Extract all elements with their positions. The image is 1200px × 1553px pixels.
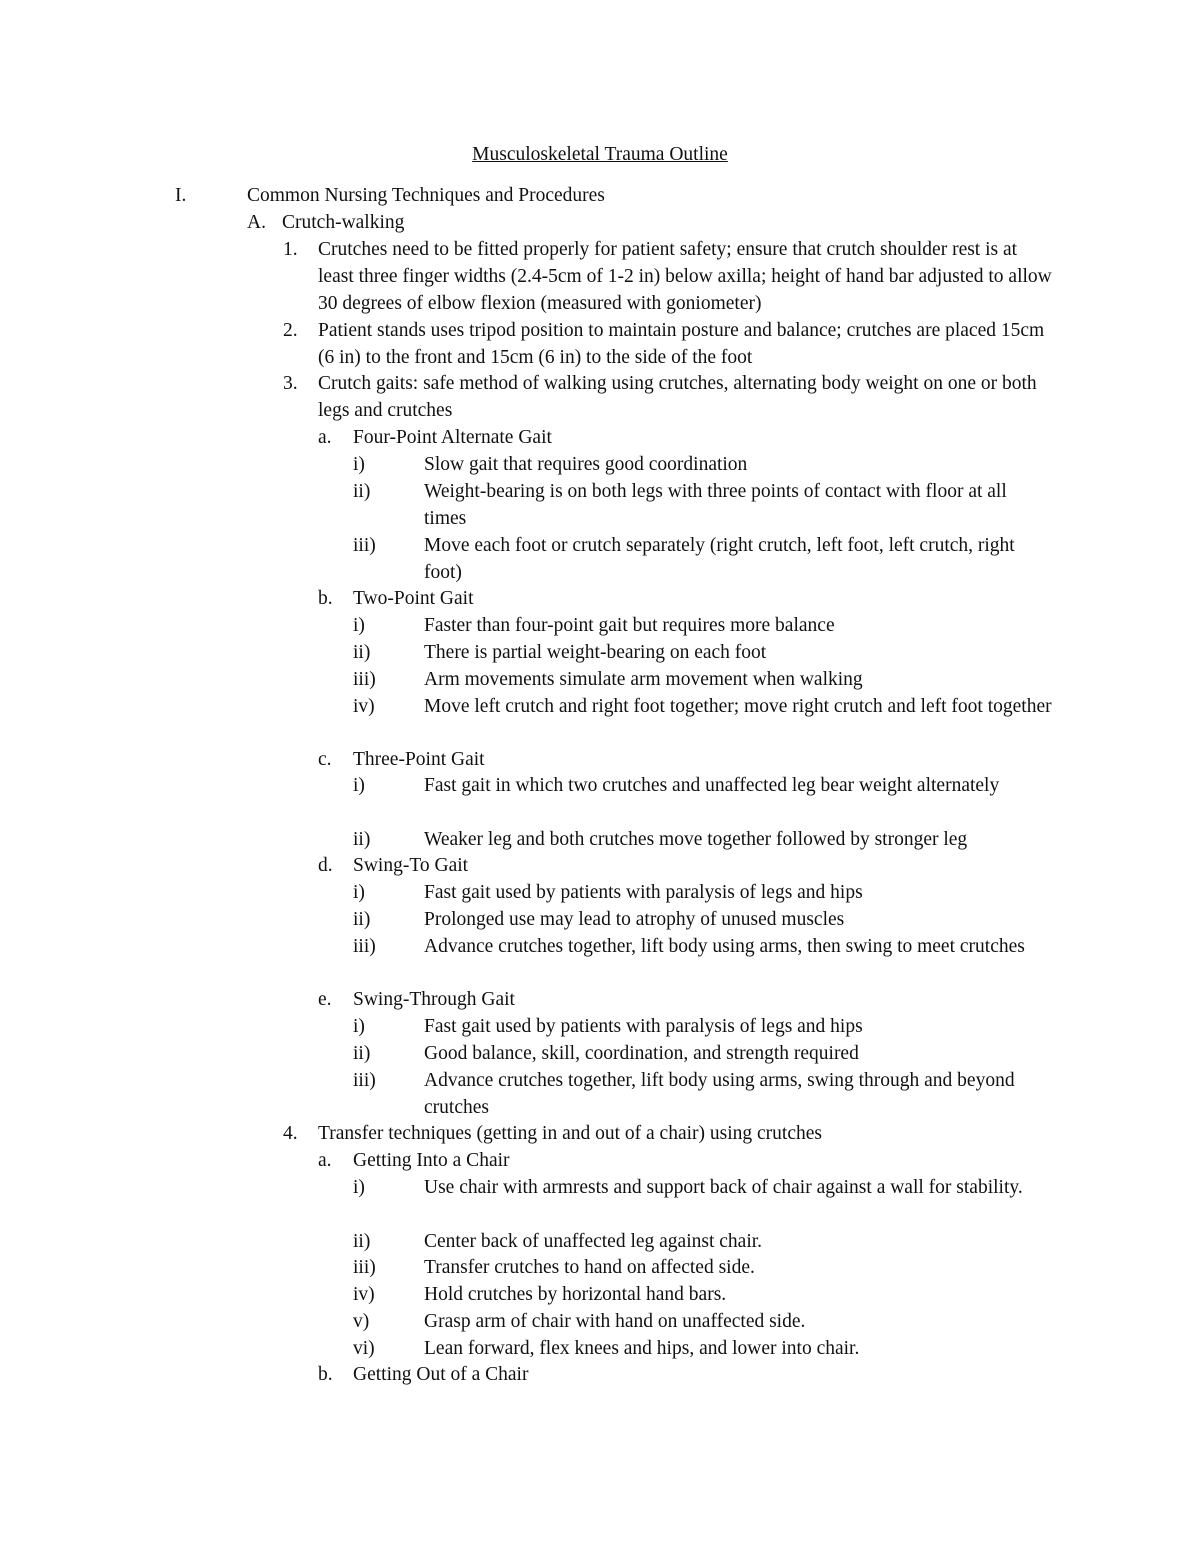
outline-label: I. bbox=[175, 185, 187, 206]
outline-label: iii) bbox=[353, 1257, 376, 1278]
outline-text: Weight-bearing is on both legs with three points of contact with floor at all times bbox=[424, 481, 1007, 529]
outline-label: 4. bbox=[283, 1123, 298, 1144]
outline-text: Prolonged use may lead to atrophy of unused muscles bbox=[424, 909, 845, 930]
document-title: Musculoskeletal Trauma Outline bbox=[472, 144, 728, 165]
outline-text: Hold crutches by horizontal hand bars. bbox=[424, 1284, 727, 1305]
outline-label: b. bbox=[318, 588, 333, 609]
outline-text: Crutch gaits: safe method of walking using crutches, alternating body weight on one or both legs and crutches bbox=[318, 373, 1037, 421]
outline-text: Move each foot or crutch separately (right crutch, left foot, left crutch, right foot) bbox=[424, 535, 1015, 583]
outline-label: a. bbox=[318, 427, 332, 448]
outline-text: Advance crutches together, lift body using arms, swing through and beyond crutches bbox=[424, 1070, 1015, 1118]
outline-text: Advance crutches together, lift body using arms, then swing to meet crutches bbox=[424, 936, 1025, 957]
outline-label: e. bbox=[318, 989, 332, 1010]
outline-label: iii) bbox=[353, 535, 376, 556]
outline-text: Center back of unaffected leg against chair. bbox=[424, 1231, 763, 1252]
outline-text: Getting Into a Chair bbox=[353, 1150, 510, 1171]
outline-label: a. bbox=[318, 1150, 332, 1171]
outline-label: A. bbox=[247, 212, 266, 233]
outline-label: vi) bbox=[353, 1338, 375, 1359]
outline-label: v) bbox=[353, 1311, 370, 1332]
outline-text: Arm movements simulate arm movement when walking bbox=[424, 669, 863, 690]
outline-label: ii) bbox=[353, 1043, 371, 1064]
outline-text: Grasp arm of chair with hand on unaffected side. bbox=[424, 1311, 806, 1332]
outline-label: i) bbox=[353, 882, 365, 903]
outline-label: ii) bbox=[353, 642, 371, 663]
outline-label: i) bbox=[353, 1177, 365, 1198]
outline-label: ii) bbox=[353, 829, 371, 850]
outline-text: Crutch-walking bbox=[282, 212, 405, 233]
outline-label: ii) bbox=[353, 909, 371, 930]
outline-text: Three-Point Gait bbox=[353, 749, 485, 770]
outline-text: Fast gait used by patients with paralysis of legs and hips bbox=[424, 1016, 863, 1037]
outline-text: Weaker leg and both crutches move together followed by stronger leg bbox=[424, 829, 968, 850]
outline-text: Patient stands uses tripod position to maintain posture and balance; crutches are placed 15cm (6 in) to the front and 15cm (6 in) to the side of the foot bbox=[318, 320, 1045, 368]
outline-text: Common Nursing Techniques and Procedures bbox=[247, 185, 605, 206]
outline-label: iii) bbox=[353, 1070, 376, 1091]
outline-text: Fast gait used by patients with paralysis of legs and hips bbox=[424, 882, 863, 903]
outline-label: iv) bbox=[353, 1284, 375, 1305]
outline-text: Fast gait in which two crutches and unaffected leg bear weight alternately bbox=[424, 775, 1000, 796]
outline-text: Swing-To Gait bbox=[353, 855, 469, 876]
outline-label: 3. bbox=[283, 373, 298, 394]
outline-text: Good balance, skill, coordination, and strength required bbox=[424, 1043, 859, 1064]
outline-text: Four-Point Alternate Gait bbox=[353, 427, 552, 448]
outline-label: i) bbox=[353, 1016, 365, 1037]
outline-label: i) bbox=[353, 454, 365, 475]
outline-label: 2. bbox=[283, 320, 298, 341]
outline-text: Getting Out of a Chair bbox=[353, 1364, 529, 1385]
outline-label: 1. bbox=[283, 239, 298, 260]
outline-label: i) bbox=[353, 615, 365, 636]
outline-label: iii) bbox=[353, 936, 376, 957]
outline-label: d. bbox=[318, 855, 333, 876]
outline-label: ii) bbox=[353, 1231, 371, 1252]
outline-text: There is partial weight-bearing on each foot bbox=[424, 642, 767, 663]
outline-label: iii) bbox=[353, 669, 376, 690]
outline-text: Swing-Through Gait bbox=[353, 989, 515, 1010]
outline-label: c. bbox=[318, 749, 332, 770]
outline-text: Use chair with armrests and support back of chair against a wall for stability. bbox=[424, 1177, 1023, 1198]
outline-text: Move left crutch and right foot together; move right crutch and left foot together bbox=[424, 696, 1052, 717]
outline-text: Crutches need to be fitted properly for patient safety; ensure that crutch shoulder rest is at least three finger widths (2.4-5cm of 1-2 in) below axilla; height of hand bar adjusted to allow 30 degrees of elbow flexion (measured with goniometer) bbox=[318, 239, 1052, 314]
outline-text: Two-Point Gait bbox=[353, 588, 474, 609]
outline-text: Slow gait that requires good coordination bbox=[424, 454, 748, 475]
outline-label: i) bbox=[353, 775, 365, 796]
outline-text: Lean forward, flex knees and hips, and lower into chair. bbox=[424, 1338, 860, 1359]
outline-label: ii) bbox=[353, 481, 371, 502]
outline-text: Transfer techniques (getting in and out of a chair) using crutches bbox=[318, 1123, 822, 1144]
outline-text: Faster than four-point gait but requires more balance bbox=[424, 615, 835, 636]
outline-text: Transfer crutches to hand on affected side. bbox=[424, 1257, 755, 1278]
outline-label: b. bbox=[318, 1364, 333, 1385]
outline-label: iv) bbox=[353, 696, 375, 717]
